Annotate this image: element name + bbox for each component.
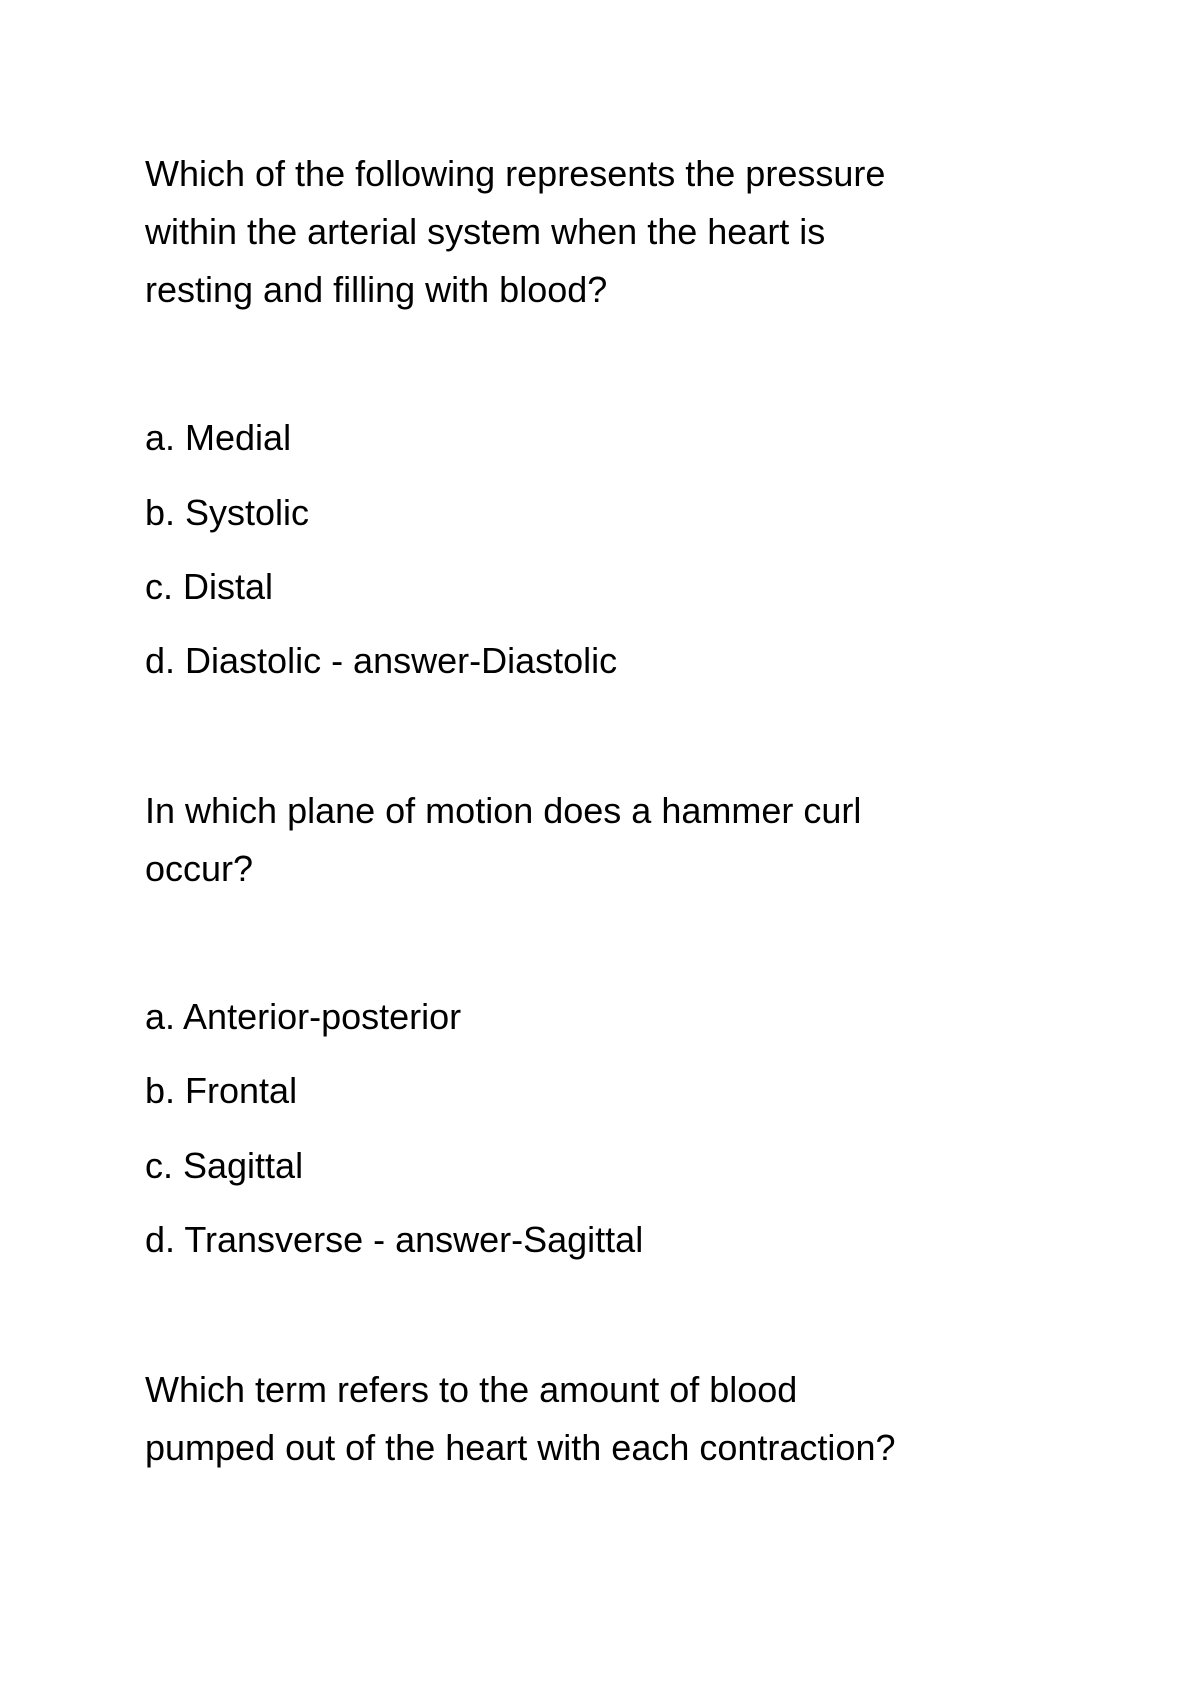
question-1-option-d: d. Diastolic - answer-Diastolic xyxy=(145,640,618,681)
question-1-line-1: Which of the following represents the pressure xyxy=(145,153,886,194)
question-1-option-c: c. Distal xyxy=(145,566,274,607)
question-2-line-2: occur? xyxy=(145,848,254,889)
question-2-option-b: b. Frontal xyxy=(145,1070,298,1111)
question-1-option-b: b. Systolic xyxy=(145,492,310,533)
question-2-option-a: a. Anterior-posterior xyxy=(145,996,462,1037)
question-1-option-a: a. Medial xyxy=(145,417,292,458)
question-2-option-c: c. Sagittal xyxy=(145,1145,304,1186)
question-3-line-1: Which term refers to the amount of blood xyxy=(145,1369,798,1410)
question-1-line-2: within the arterial system when the heart is xyxy=(145,211,826,252)
question-2-line-1: In which plane of motion does a hammer curl xyxy=(145,790,862,831)
question-1-line-3: resting and filling with blood? xyxy=(145,269,608,310)
question-2-option-d: d. Transverse - answer-Sagittal xyxy=(145,1219,644,1260)
question-3-line-2: pumped out of the heart with each contraction? xyxy=(145,1427,896,1468)
